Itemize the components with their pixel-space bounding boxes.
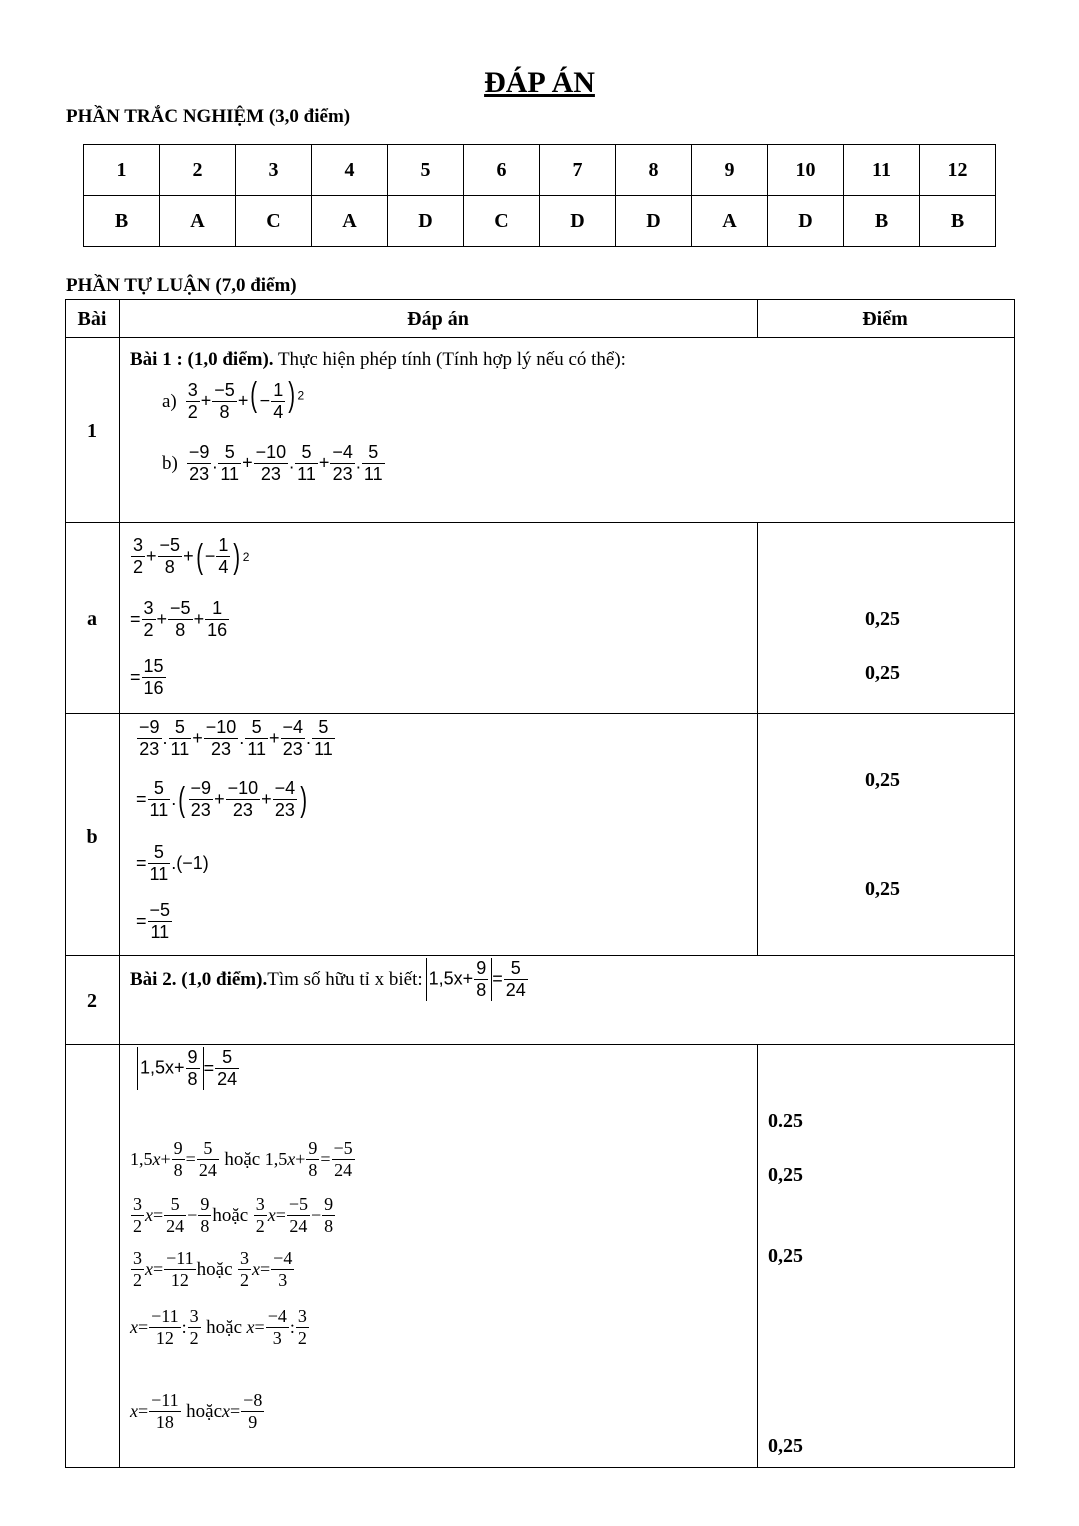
hoac-text: hoặc xyxy=(224,1148,261,1170)
solution-2-line-4: $\frac{3}{2}$ x = $\frac{-11}{12}$ hoặc $\frac{3}{2}$ x = $\frac{-4}{3}$ xyxy=(133,1248,293,1290)
solution-a-line-1: $\frac{3}{2}$ + $\frac{-5}{8}$ + ( − $\frac{1}{4}$ ) 2 xyxy=(133,535,250,577)
mc-number: 2 xyxy=(160,145,236,196)
score-2-3: 0,25 xyxy=(768,1245,803,1267)
mc-number: 11 xyxy=(844,145,920,196)
column-divider xyxy=(757,522,758,955)
mc-answer: C xyxy=(236,196,312,247)
mc-answer: A xyxy=(160,196,236,247)
solution-a-line-2: = $\frac{3}{2}$ + $\frac{-5}{8}$ + $\frac{1}{16}$ xyxy=(130,598,228,640)
solution-b-line-2: = $\frac{5}{11}$ . ( $\frac{-9}{23}$ + $\frac{-10}{23}$ + $\frac{-4}{23}$ ) xyxy=(136,778,308,820)
row-divider xyxy=(65,337,1014,338)
mc-number: 3 xyxy=(236,145,312,196)
solution-2-line-1: 1,5x+ $\frac{9}{8}$ = $\frac{5}{24}$ xyxy=(137,1047,240,1090)
header-diem: Điểm xyxy=(862,308,908,330)
mc-number: 10 xyxy=(768,145,844,196)
hoac-text: hoặc xyxy=(186,1400,223,1422)
score-2-2: 0,25 xyxy=(768,1164,803,1186)
solution-a-line-3: = $\frac{15}{16}$ xyxy=(130,656,164,698)
mc-number: 8 xyxy=(616,145,692,196)
column-divider xyxy=(757,1044,758,1467)
score-a-2: 0,25 xyxy=(865,662,900,684)
row-label-b: b xyxy=(86,826,98,848)
mc-answer: B xyxy=(84,196,160,247)
mc-answer: C xyxy=(464,196,540,247)
mc-answer: A xyxy=(312,196,388,247)
math-expression: $\frac{3}{2}$ + $\frac{-5}{8}$ +( − $\frac{1}{4}$ ) $^2$ xyxy=(187,376,305,422)
mc-number: 9 xyxy=(692,145,768,196)
problem-1-heading-bold: Bài 1 : (1,0 điểm). xyxy=(130,349,274,370)
problem-1-heading-text: Thực hiện phép tính (Tính hợp lý nếu có thể): xyxy=(273,349,626,370)
solution-2-line-2: 1,5 x + $\frac{9}{8}$ = $\frac{5}{24}$ hoặc 1,5 x + $\frac{9}{8}$ = $\frac{-5}{24}$ xyxy=(130,1138,353,1180)
row-divider xyxy=(65,1044,1014,1045)
solution-b-line-4: = $\frac{-5}{11}$ xyxy=(136,900,171,942)
row-divider xyxy=(65,955,1014,956)
mc-number: 5 xyxy=(388,145,464,196)
solution-b-line-1: $\frac{-9}{23}$ . $\frac{5}{11}$ + $\frac{-10}{23}$ . $\frac{5}{11}$ + $\frac{-4}{23}$ . $\frac{5}{11}$ xyxy=(139,717,333,759)
mc-number: 4 xyxy=(312,145,388,196)
score-b-1: 0,25 xyxy=(865,769,900,791)
solution-2-line-5: x = $\frac{-11}{12}$ : $\frac{3}{2}$ hoặc x = $\frac{-4}{3}$ : $\frac{3}{2}$ xyxy=(130,1306,307,1348)
mc-number: 6 xyxy=(464,145,540,196)
mc-answer-table xyxy=(83,144,996,247)
score-2-4: 0,25 xyxy=(768,1435,803,1457)
row-divider xyxy=(65,713,1014,714)
problem-2-heading xyxy=(130,958,529,1001)
essay-section-title: PHẦN TỰ LUẬN (7,0 điểm) xyxy=(66,275,297,296)
header-dap-an: Đáp án xyxy=(407,308,469,330)
score-a-1: 0,25 xyxy=(865,608,900,630)
score-2-1: 0.25 xyxy=(768,1110,803,1132)
mc-answer: D xyxy=(616,196,692,247)
mc-answer: D xyxy=(768,196,844,247)
solution-b-line-3: = $\frac{5}{11}$ .(−1) xyxy=(136,842,209,884)
mc-number-row xyxy=(84,145,996,196)
row-label-1: 1 xyxy=(87,420,97,442)
mc-number: 1 xyxy=(84,145,160,196)
solution-2-line-6: x = $\frac{-11}{18}$ hoặc x = $\frac{-8}{9}$ xyxy=(130,1390,263,1432)
math-expression: $\frac{-9}{23}$ . $\frac{5}{11}$ + $\frac{-10}{23}$ . $\frac{5}{11}$ + $\frac{-4}{23}$ . $\frac{5}{11}$ xyxy=(188,442,383,484)
header-bai: Bài xyxy=(77,308,107,330)
problem-1b xyxy=(162,442,386,485)
solution-2-line-3: $\frac{3}{2}$ x = $\frac{5}{24}$ − $\frac{9}{8}$ hoặc $\frac{3}{2}$ x = $\frac{-5}{24}$ − $\frac{9}{8}$ xyxy=(133,1194,334,1236)
hoac-text: hoặc xyxy=(206,1316,243,1338)
mc-answer: D xyxy=(540,196,616,247)
mc-answer: B xyxy=(844,196,920,247)
mc-number: 7 xyxy=(540,145,616,196)
mc-answer-row xyxy=(84,196,996,247)
row-label-2: 2 xyxy=(87,990,97,1012)
mc-answer: B xyxy=(920,196,996,247)
problem-2-heading-text: Tìm số hữu tỉ x biết: xyxy=(267,968,423,990)
part-b-label: b) xyxy=(162,452,178,474)
mc-answer: A xyxy=(692,196,768,247)
page-title: ĐÁP ÁN xyxy=(484,66,595,99)
row-divider xyxy=(65,522,1014,523)
row-label-a: a xyxy=(87,608,97,630)
problem-1a xyxy=(162,376,305,423)
mc-answer: D xyxy=(388,196,464,247)
problem-2-heading-bold: Bài 2. (1,0 điểm). xyxy=(130,968,268,990)
mc-section-title: PHẦN TRẮC NGHIỆM (3,0 điểm) xyxy=(66,106,351,127)
hoac-text: hoặc xyxy=(196,1258,233,1280)
column-divider xyxy=(119,299,120,1467)
problem-1-heading xyxy=(130,349,626,371)
score-b-2: 0,25 xyxy=(865,878,900,900)
part-a-label: a) xyxy=(162,390,177,412)
math-expression: 1,5x+ $\frac{9}{8}$ = $\frac{5}{24}$ xyxy=(426,958,529,1001)
mc-number: 12 xyxy=(920,145,996,196)
hoac-text: hoặc xyxy=(212,1204,249,1226)
